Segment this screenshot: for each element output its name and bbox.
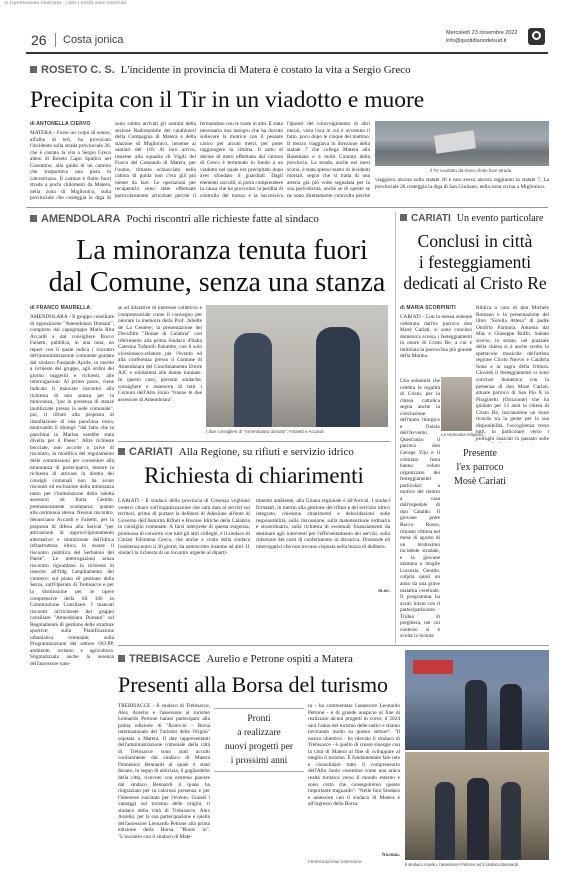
person-silhouette — [467, 778, 489, 860]
article4-kicker-text: Alla Regione, su rifiuti e servizio idrico — [178, 446, 354, 458]
article5-kicker-text: Aurelio e Petrone ospiti a Matera — [206, 653, 353, 665]
article3-byline: di MARIA SCORPINITI — [400, 305, 456, 311]
article1-kicker — [30, 64, 411, 76]
pull-quote-line: nuovi progetti per — [224, 742, 294, 752]
section-name: Costa jonica — [63, 34, 124, 46]
article5-location: TREBISACCE — [129, 653, 201, 665]
person-silhouette — [435, 782, 455, 860]
article5-signature: fra.mau. — [382, 852, 400, 857]
article3-title-line3: dedicati al Cristo Re — [403, 274, 547, 293]
bullet-square-icon — [30, 66, 37, 73]
pull-quote-line: Mosè Cariati — [454, 476, 506, 487]
article2-title-line2: dal Comune, senza una stanza — [48, 268, 386, 298]
article3-pull-quote — [441, 447, 519, 489]
article5-col2: ra - ha commentato l'assessore Leonardo Petrone - è di grande auspicio al fine di realizzare alcuni progetti in corso; il 2024 sarà l'anno del turismo delle radici e stiamo lavorando molto su questo settore". "Il nostro obiettivo - ha rilevato il sindaco di Trebisacce - è quello di creare sinergie con la città di Matera al fine di sviluppare al meglio il turismo. È fondamentale fare rete e consolidare tutto il comprensorio dell'Alto Jonio cosentino come una unica realtà turistica verso il mondo esterno e sono certo che conseguiremo questo importante traguardo". "Nelle foto Sindaco e assessore con il sindaco di Matera e all'ingresso della Borsa. — [308, 703, 400, 808]
article5-title: Presenti alla Borsa del turismo — [118, 673, 389, 697]
article3-title-line2: i festeggiamenti — [418, 253, 532, 272]
article1-kicker-text: L'incidente in provincia di Matera è costato la vita a Sergio Greco — [120, 64, 411, 76]
header-rule — [26, 52, 548, 54]
article4-col1: CARIATI - Il sindaco della provincia di Cosenza vogliono vederci chiaro sull'organizzazione che sarà data ai servizi sui territori, primo di portare la delibera di Adesione all'ente di Governo dell'Autorità Rifiuti e Risorse Idriche della Calabria in consiglio comunale. A farsi interprete di questa esigenza, promossa di concerto con tutti gli altri colleghi, è il sindaco di Cariati Filomena Greco, che anche a visita della sindaca l'esistenza entro il 30 giorni, ha sottoscritto insieme ad altri 31 sindaci la richiesta di un incontro urgente al diparti- — [118, 498, 250, 557]
person-silhouette — [465, 680, 487, 750]
article3-kicker — [400, 213, 543, 224]
article5-caption: Il sindaco Aurelio, l'assessore Petrone ed il sindaco Bennardi — [405, 862, 518, 867]
person-silhouette-left — [234, 333, 272, 427]
matera-fair-photo-2 — [405, 752, 549, 860]
ceremony-photo — [441, 377, 472, 431]
bullet-square-icon — [400, 214, 407, 221]
column-rule — [395, 212, 396, 644]
article3-kicker-text: Un evento particolare — [456, 213, 544, 224]
contact-email: info@quotidianodelsud.it — [446, 38, 507, 44]
pull-quote-line: l'ex parroco — [456, 462, 504, 473]
article3-col1b: Una solennità che celebra la regalità di Cristo, per la chiesa cattolica segna anche la conclusione dell'anno liturgico e l'inizio dell'Avvento. Quest'anno il parroco don George Yiju e il comitato festa hanno voluto organizzare dei festeggiamenti particolari a motivo del rientro a casa dall'ospedale di don Cataldo. Il giovane prete Rocco Russo, rimasto vittima nel mese di agosto di un brutissimo incidente stradale, e la giovane mamma e moglie Lucrezia Gentile, colpita quasi un anno da una grave malattia cerebrale. Il programma ha avuto inizio con il partecipatissimo Triduo di preghiera, nel cui contesto si è svolta la Scuola — [400, 378, 440, 640]
section-rule — [118, 441, 390, 442]
pull-quote-line: Pronti — [247, 714, 271, 724]
article1-caption: Il Tir condotto da Greco finito fuori strada — [430, 168, 512, 173]
article5-copyright: ©RIPRODUZIONE RISERVATA — [308, 860, 362, 864]
truck-accident-photo — [375, 121, 549, 166]
bullet-square-icon — [118, 655, 125, 662]
page-number: 26 — [31, 32, 47, 48]
person-silhouette-right — [316, 327, 360, 427]
article1-col2: sono subito arrivati gli uomini della sezione Radiomobile dei carabinieri della Compagnia di Matera e della stazione di Miglionico, insieme ai sanitari del 118. Al loro arrivo, insieme alla squadra di Vigili del Fuoco del Comando di Matera, per l'uomo, rimasto schiacciato nella cabina di guida non c'era già più niente da fare. Le operazioni per recuperarlo sono state effettuate particolarmente articolate perché il — [115, 121, 196, 200]
person-silhouette — [500, 684, 522, 750]
copyright-notice: © riproduzione riservata - Tutti i diritti sono riservati — [4, 1, 127, 6]
section-rule — [118, 645, 549, 646]
article3-col1: CARIATI - Con la messa solenne celebrata dall'ex parroco don Mosè Cariati, si sono conclusi domenica scorsa i festeggiamenti in onore di Cristo Re, a cui è intitolata la parrocchia più grande della Marina. — [400, 314, 472, 360]
matera-fair-photo-1 — [405, 650, 549, 750]
article4-col2: timento ambiente, alla Giunta regionale e all'Arrical. I sindaci firmatari, in merito alla gestione dei rifiuti e del servizio idrico integrato, chiedono chiarimenti e delucidazioni sulle responsabilità, sulla riscossione, sulla manutenzione ordinaria e straordinaria, sulla richiesta di eventuali finanziamenti da destinare agli interventi per l'efficientamento dei servizi, sulla riduzione dei costi di conferimento in discarica. Domande ed interrogativi che non trovano risposta nella bozza di delibera. — [256, 498, 390, 550]
article1-byline: di ANTONELLA CIERVO — [30, 121, 91, 127]
spacer — [520, 440, 549, 441]
article2-title-line1: La minoranza tenuta fuori — [76, 236, 368, 266]
article4-kicker — [118, 446, 354, 458]
article1-col3: fermandose con le ruote in alto. È stata necessaria una autogru che ha dovuto sollevare la motrice con il pesante carico per alcuni metri, per poter raggiungere la vittima. Il salto di decine di metri effettuato dal camion di Greco è terminato in fondo a un viadotto nel quale era precipitato dopo aver sfondato il guardrail. Dagli elementi raccolti, si potrà comprendere la causa che ha provocato la perdita di controllo del mezzo e la successiva — [200, 121, 283, 200]
article5-col1-continued — [214, 780, 304, 862]
article3-caption: La cerimonia religiosa — [441, 432, 483, 437]
person-silhouette — [501, 782, 521, 860]
article4-location: CARIATI — [129, 446, 173, 458]
article1-title: Precipita con il Tir in un viadotto e muore — [30, 88, 425, 113]
article2-kicker — [30, 213, 319, 225]
article1-col1: MATERA - Forse un colpo di sonno, all'alba di ieri, ha provocato l'incidente sulla strada provinciale 26, che è costato la vita a Sergio Greco aleno di Roseto Capo Spulico nel Cosentino, alla guida di un camion che trasportava una pista in calcestruzzo. Il camion è finito fuori strada a pochi chilometri da Matera, nella zona di Miglionico, sulla provinciale che costeggia la diga di — [30, 130, 111, 200]
article5-col1: TREBISACCE - Il sindaco di Trebisacce, Alex Aurelio e l'assessore al turismo Leonardo Petrone hanno partecipato alla prima edizione di "Roots-in - Borsa internazionale dei Turismo delle Origini" ospitata a Matera. Il due rappresentanti dell'amministrazione comunale della città di Trebisacce sono stati accolti cordialmente dal sindaco di Matera Domenico Bennardi al quale è stato donato, in segno di amicizia, il gagliardetto della città, ricevuto con estremo piacere dal sindaco Bennardi il quale ha ringraziato per la calorosa presenza e per l'interesse suscitato per l'evento. Grandi i vantaggi sul turismo delle origini, il sindaco della città di Trebisacce, Alex Aurelio, per la sua partecipazione e quella dell'assessore Leonardo Petrone alla prima edizione della Borsa "Roots in". "L'incontro con il sindaco di Mate- — [118, 703, 210, 840]
article2-byline: di FRANCO MAURELLA — [30, 305, 91, 311]
article3-col2: Biblica a cura di don Michele Romano e la presentazione del libro "Sorella Attesa" di padre Onofrio Farinola. Antonia dal Mas e Giuseppe Ruffo. Sabato scorso, in serata, nel piazzale della chiesa si è anche svolto lo spettacolo musicale dell'artista regione Cirolo Nuovo e Calabria Sona e la sagra della frittura. Giovedì il festeggiamenti si sono conclusi domenica con la presenza di don Mosè Cariati, attuale parroco di San Pio X in Piraginetti (Orizzonte) che ha guidato per 13 anni la chiesa di Cristo Re, lasciandone un buon ricordo tra la gente per la sua disponibilità, l'accoglienza verso tutti, in particolare verso i profughi sbarcati in passato sulle — [476, 305, 549, 442]
article2-col1: AMENDOLARA - Il gruppo consiliare di opposizione "Amendolara Domani", composto dal capogruppo Maria Rita Accardi e dal consigliere Rocco Falsetti, pubblica, in una nota, un report con il quale indica i riscontri dell'amministrazione comunale guidata dal sindaco Pasquale Aprile, in merito a richieste del gruppo, agli ordini del giorno suggeriti e richiesti, alle interrogazioni. Al primo posto, viene indicato il mancato riscontro alla richiesta di una stanza per la minoranza, "pur in presenza di stanze inutilizzate presso la sede comunale", poi, il rifiuto alla proposta di installazione di una panchina rossa, motivando il diniego "dal fatto che la panchina in Marina sarebbe stata divelta per il Paese". Altre richieste bocciate, non accolte o prive di riscontro, la modifica del regolamento delle commissioni per consentire alla minoranza di parteciparvi, mentre la richiesta di attivare la diretta dei consigli comunali non ha avuto riscontri ed esclusione della minoranza tanto per l'intitolazione della saletta assessori ad Ilaria Gentile, prematuramente scomparsa; quanto alla cerimonia stessa. Nessun riscontro, denunciano Accardi e Falsetti, per la proposta di difesa alla Sorical "per attivazione di approvvigionamento alternativo e immissione dell'idrica infrastruttura idrica in essere il riscontro pubblica del Serbatoio del Paese". Le interrogazioni senza riscontro riguardano la richiesta di inserire all'Odg l'ampliamento del cimitero; sul piano di gestione della Sezza, sull'Operato di Trebisacce e per la dismissione per le opere comprensive della SS 106 in Commissione Consiliare. I mancati riscontri all'richieste del gruppo consiliare "Amendolara Domani" sul Regolamento di gestione delle strutture sportive; sulla Pianificazione urbanistica comunale; sulla Programmazione del settore OO.PP, ambiente, turismo e agricoltura. Stigmatizzata anche la assenza dell'assessore nato- — [30, 314, 114, 667]
article2-col2: se ad iniziative di interesse collettivo e comprensoriale come il convegno per onorare la memoria della Prof. Juliette de La Genière; la presentazione del Docufilm "Donne di Calabria" con riferimento alla prima Sindaco d'Italia Caterina Tufarelli Palumbo, con il solo vicesindaco-relatore per l'evento ed alla conferenza presso il Comune di Amendolara del Coordinamento Ettore AJC e solidarietà alle donne iraniane. In questo caso, presenti sindache, consigliere e assessore di tutti i Comuni dell'Alto Jonio "tranne le due assessore di Amendolara". — [118, 305, 202, 403]
pull-quote-line: i prossimi anni — [230, 756, 288, 766]
article5-pull-quote — [214, 708, 304, 772]
truck-shape — [434, 130, 476, 153]
councillors-photo — [206, 305, 388, 427]
article1-col4: l'ipotesi del coinvolgimento di altri mezzi, vista l'ora in cui è avvenuto il fatto, poco dopo le cinque del mattino. Il mezzo viaggiava in direzione della statale 7 che collega Matera alla Basentana e a molti Comuni della provincia. La strada, anche nei mesi scorsi, è stata spesso teatro di incidenti mortali, segno che si tratta di una arteria già più volte segnalata per la sua pericolosità, anche se di questo se ne sono direttamente coinvolta perché — [287, 121, 370, 200]
article3-title-line1: Conclusi in città — [417, 232, 533, 251]
header-divider — [55, 33, 56, 47]
newspaper-logo-icon — [528, 28, 545, 45]
article5-kicker — [118, 653, 353, 665]
article3-location: CARIATI — [411, 213, 451, 224]
article2-kicker-text: Pochi riscontri alle richieste fatte al sindaco — [126, 213, 319, 225]
bullet-square-icon — [30, 215, 37, 222]
pull-quote-line: a realizzare — [237, 728, 281, 738]
article4-signature: m.sc. — [378, 588, 390, 593]
issue-date: Mercoledì 23 novembre 2022 — [446, 30, 518, 36]
section-rule — [26, 207, 548, 208]
pull-quote-line: Presente — [463, 448, 497, 459]
article1-location: ROSETO C. S. — [41, 64, 115, 76]
article1-col5: viaggiava ancora sulla statale 26 e non aveva ancora raggiunto la statale 7. La provinciale 26 costeggia la diga di San Giuliano, nella zona vicina a Miglionico. — [375, 177, 549, 190]
bullet-square-icon — [118, 448, 125, 455]
article2-location: AMENDOLARA — [41, 213, 121, 225]
article4-title: Richiesta di chiarimenti — [144, 464, 364, 488]
article2-caption: I due consiglieri di "Amendolara domani", Falsetti e Accardi — [206, 429, 324, 434]
banner-shape — [413, 660, 453, 674]
